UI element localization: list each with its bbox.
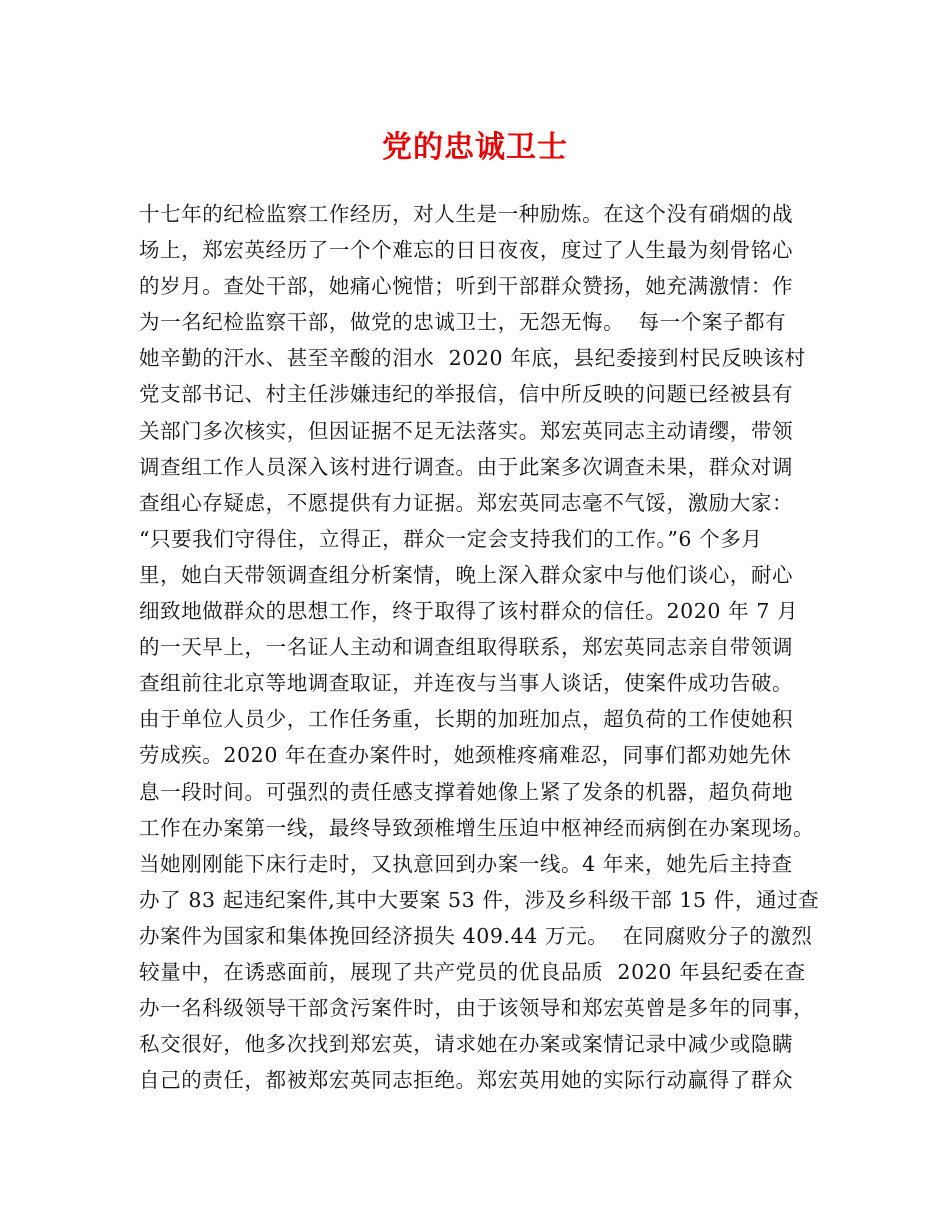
document-title: 党的忠诚卫士 — [382, 130, 568, 165]
text-line: 息一段时间。可强烈的责任感支撑着她像上紧了发条的机器，超负荷地 — [139, 779, 794, 804]
text-line: 私交很好，他多次找到郑宏英，请求她在办案或案情记录中减少或隐瞒 — [139, 1032, 794, 1057]
text-line: 关部门多次核实，但因证据不足无法落实。郑宏英同志主动请缨，带领 — [139, 418, 794, 443]
text-line: 办了 83 起违纪案件,其中大要案 53 件，涉及乡科级干部 15 件，通过查 — [139, 887, 820, 912]
text-line: “只要我们守得住，立得正，群众一定会支持我们的工作。”6 个多月 — [139, 526, 763, 551]
text-line: 为一名纪检监察干部，做党的忠诚卫士，无怨无悔。 每一个案子都有 — [139, 310, 787, 335]
body-paragraph — [139, 196, 819, 1098]
text-line: 的岁月。查处干部，她痛心惋惜；听到干部群众赞扬，她充满激情：作 — [139, 274, 794, 299]
text-line: 里，她白天带领调查组分析案情，晚上深入群众家中与他们谈心，耐心 — [139, 562, 794, 587]
text-line: 办案件为国家和集体挽回经济损失 409.44 万元。 在同腐败分子的激烈 — [139, 923, 813, 948]
text-line: 由于单位人员少，工作任务重，长期的加班加点，超负荷的工作使她积 — [139, 707, 794, 732]
text-line: 劳成疾。2020 年在查办案件时，她颈椎疼痛难忍，同事们都劝她先休 — [139, 743, 792, 768]
text-line: 调查组工作人员深入该村进行调查。由于此案多次调查未果，群众对调 — [139, 454, 794, 479]
text-line: 细致地做群众的思想工作，终于取得了该村群众的信任。2020 年 7 月 — [139, 599, 799, 624]
text-line: 办一名科级领导干部贪污案件时，由于该领导和郑宏英曾是多年的同事， — [139, 996, 815, 1021]
text-line: 的一天早上，一名证人主动和调查组取得联系，郑宏英同志亲自带领调 — [139, 635, 794, 660]
text-line: 场上，郑宏英经历了一个个难忘的日日夜夜，度过了人生最为刻骨铭心 — [139, 238, 794, 263]
text-line: 工作在办案第一线，最终导致颈椎增生压迫中枢神经而病倒在办案现场。 — [139, 815, 815, 840]
text-line: 自己的责任，都被郑宏英同志拒绝。郑宏英用她的实际行动赢得了群众 — [139, 1068, 794, 1093]
text-line: 查组心存疑虑，不愿提供有力证据。郑宏英同志毫不气馁，激励大家： — [139, 490, 794, 515]
text-line: 她辛勤的汗水、甚至辛酸的泪水 2020 年底，县纪委接到村民反映该村 — [139, 346, 806, 371]
text-line: 十七年的纪检监察工作经历，对人生是一种励炼。在这个没有硝烟的战 — [139, 202, 794, 226]
text-line: 当她刚刚能下床行走时，又执意回到办案一线。4 年来，她先后主持查 — [139, 851, 793, 876]
text-line: 党支部书记、村主任涉嫌违纪的举报信，信中所反映的问题已经被县有 — [139, 382, 794, 407]
text-line: 查组前往北京等地调查取证，并连夜与当事人谈话，使案件成功告破。 — [139, 671, 794, 696]
text-line: 较量中，在诱惑面前，展现了共产党员的优良品质 2020 年县纪委在查 — [139, 959, 806, 984]
